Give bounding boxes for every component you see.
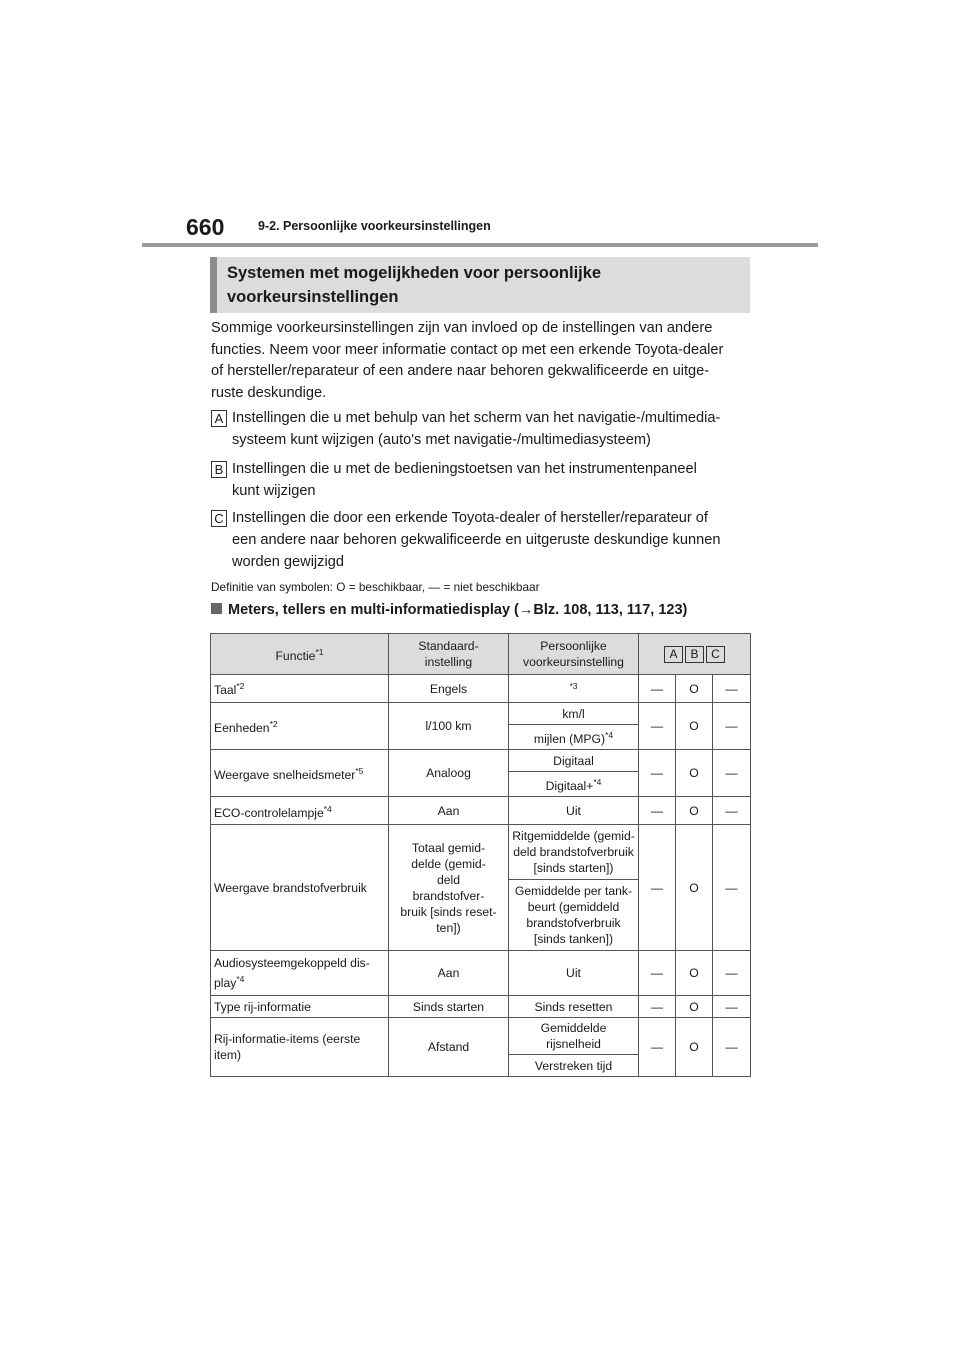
section-header: 9-2. Persoonlijke voorkeursinstellingen	[258, 219, 491, 233]
intro-line: functies. Neem voor meer informatie contact op met een erkende Toyota-dealer	[211, 341, 724, 358]
intro-paragraph	[211, 318, 756, 404]
table-row: Verstreken tijd	[211, 1055, 751, 1077]
header-rule	[142, 243, 818, 247]
badge-c: C	[211, 510, 227, 527]
legend-c-line: Instellingen die door een erkende Toyota-dealer of hersteller/reparateur of	[232, 510, 708, 526]
col-header-custom: Persoonlijke voorkeursinstelling	[509, 634, 639, 675]
table-row: Digitaal+$^{*4}$	[211, 772, 751, 797]
legend-b-line: kunt wijzigen	[232, 483, 316, 499]
col-header-function: Functie$^{*1}$	[211, 634, 389, 675]
section-title-line2: voorkeursinstellingen	[227, 288, 399, 306]
table-row: Audiosysteemgekoppeld dis- play$^{*4}$ Aan Uit — O —	[211, 951, 751, 996]
table-row: mijlen (MPG)$^{*4}$	[211, 725, 751, 750]
table-row: Weergave snelheidsmeter$^{*5}$ Analoog Digitaal — O —	[211, 750, 751, 772]
section-title-box	[210, 257, 750, 313]
table-row: Weergave brandstofverbruik Totaal gemid- delde (gemid- deld brandstofver- bruik [sinds reset- ten]) Ritgemiddelde (gemid- deld brandstofverbruik [sinds starten]) — O —	[211, 825, 751, 880]
table-row: Eenheden$^{*2}$ l/100 km km/l — O —	[211, 703, 751, 725]
subsection-heading	[211, 602, 687, 618]
settings-table	[210, 633, 751, 1077]
page-reference-link[interactable]: Blz. 108, 113, 117, 123)	[533, 602, 688, 618]
section-title-line1: Systemen met mogelijkheden voor persoonlijke	[227, 264, 602, 282]
legend-b-line: Instellingen die u met de bedieningstoetsen van het instrumentenpaneel	[232, 461, 697, 477]
badge-a: A	[211, 410, 227, 427]
table-row: Taal$^{*2}$ Engels $^{*3}$ — O —	[211, 675, 751, 703]
legend-a-line: Instellingen die u met behulp van het scherm van het navigatie-/multimedia-	[232, 410, 721, 426]
intro-line: of hersteller/reparateur of een andere naar behoren gekwalificeerde en uitge-	[211, 363, 710, 379]
page-number: 660	[186, 214, 225, 240]
badge-b: B	[685, 646, 704, 663]
col-header-abc	[639, 634, 751, 675]
table-row: ECO-controlelampje$^{*4}$ Aan Uit — O —	[211, 797, 751, 825]
legend-c-line: een andere naar behoren gekwalificeerde en uitgeruste deskundige kunnen	[232, 532, 721, 548]
table-row: Gemiddelde per tank- beurt (gemiddeld brandstofverbruik [sinds tanken])	[211, 880, 751, 951]
badge-c: C	[706, 646, 725, 663]
symbol-definition: Definitie van symbolen: O = beschikbaar, — = niet beschikbaar	[211, 580, 540, 594]
subhead-text: Meters, tellers en multi-informatiedisplay (	[228, 602, 519, 618]
table-row: Type rij-informatie Sinds starten Sinds resetten — O —	[211, 996, 751, 1018]
legend-c-line: worden gewijzigd	[232, 554, 344, 570]
table-header-row	[211, 634, 751, 675]
intro-line: ruste deskundige.	[211, 384, 327, 401]
badge-b: B	[211, 461, 227, 478]
arrow-icon: →	[518, 602, 534, 618]
badge-a: A	[664, 646, 683, 663]
intro-line: Sommige voorkeursinstellingen zijn van invloed op de instellingen van andere	[211, 320, 713, 336]
table-row: Rij-informatie-items (eerste item) Afstand Gemiddelde rijsnelheid — O —	[211, 1018, 751, 1055]
col-header-default: Standaard- instelling	[389, 634, 509, 675]
square-bullet-icon	[211, 603, 222, 614]
legend-a-line: systeem kunt wijzigen (auto's met navigatie-/multimediasysteem)	[232, 432, 651, 448]
